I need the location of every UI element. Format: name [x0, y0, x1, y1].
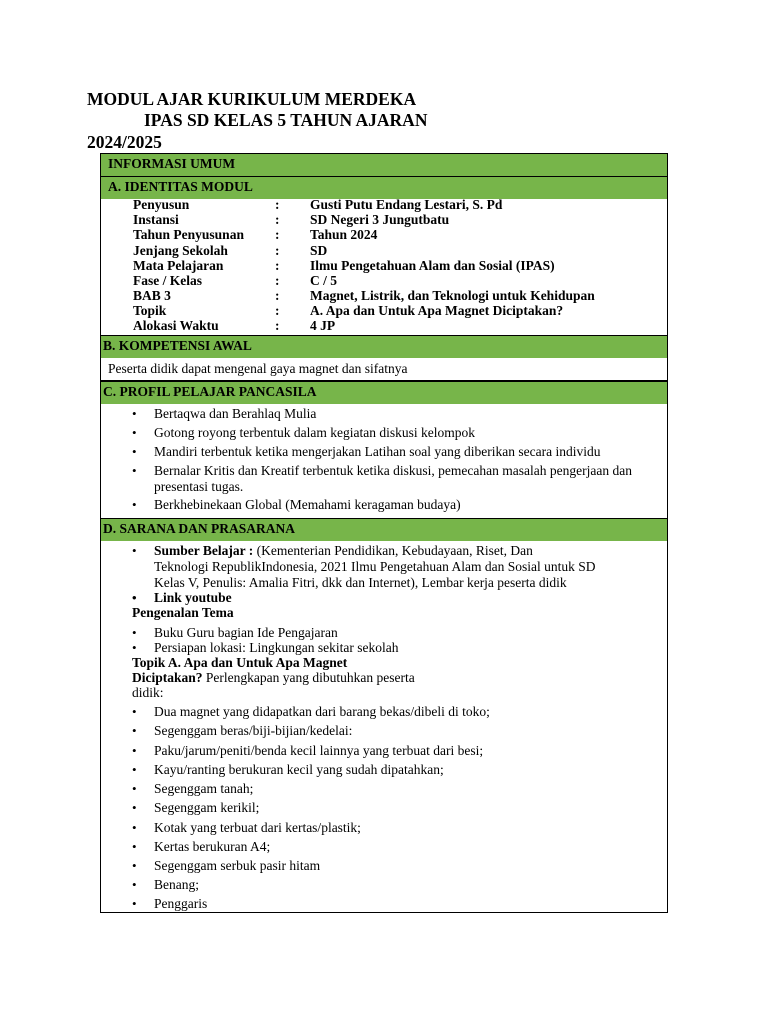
- list-item: • Gotong royong terbentuk dalam kegiatan diskusi kelompok: [154, 425, 475, 441]
- list-item: • Benang;: [154, 877, 199, 893]
- kompetensi-awal-text: Peserta didik dapat mengenal gaya magnet dan sifatnya: [100, 358, 668, 381]
- identitas-label: Tahun Penyusunan: [133, 227, 244, 242]
- list-item: • Segenggam serbuk pasir hitam: [154, 858, 320, 874]
- identitas-label: Mata Pelajaran: [133, 258, 224, 273]
- identitas-value: Magnet, Listrik, dan Teknologi untuk Kehidupan: [310, 288, 595, 303]
- identitas-colon: :: [275, 227, 280, 242]
- identitas-colon: :: [275, 258, 280, 273]
- identitas-label: Jenjang Sekolah: [133, 243, 228, 258]
- list-item: • Bernalar Kritis dan Kreatif terbentuk ketika diskusi, pemecahan masalah pengerjaan dan: [154, 463, 632, 479]
- list-item: • Berkhebinekaan Global (Memahami keragaman budaya): [154, 497, 461, 513]
- sumber-belajar-text-line: Teknologi RepublikIndonesia, 2021 Ilmu Pengetahuan Alam dan Sosial untuk SD: [154, 559, 596, 574]
- identitas-value: Gusti Putu Endang Lestari, S. Pd: [310, 197, 503, 212]
- identitas-value: 4 JP: [310, 318, 336, 333]
- identitas-colon: :: [275, 197, 280, 212]
- list-item: • Segenggam beras/biji-bijian/kedelai:: [154, 723, 352, 739]
- sarana-prasarana-content: [100, 541, 668, 913]
- pengenalan-tema-heading: Pengenalan Tema: [132, 605, 234, 620]
- section-header-informasi-umum: INFORMASI UMUM: [100, 153, 668, 177]
- topik-heading-line-2: [132, 670, 415, 685]
- identitas-colon: :: [275, 318, 280, 333]
- list-item: • Segenggam tanah;: [154, 781, 253, 797]
- identitas-colon: :: [275, 303, 280, 318]
- document-title-line-1: MODUL AJAR KURIKULUM MERDEKA: [87, 89, 417, 109]
- identitas-colon: :: [275, 288, 280, 303]
- list-item: • Mandiri terbentuk ketika mengerjakan Latihan soal yang diberikan secara individu: [154, 444, 600, 460]
- list-item: • Kayu/ranting berukuran kecil yang sudah dipatahkan;: [154, 762, 444, 778]
- document-title-line-3: 2024/2025: [87, 132, 162, 152]
- topik-heading-bold: Diciptakan?: [132, 670, 203, 685]
- sumber-belajar-text: (Kementerian Pendidikan, Kebudayaan, Riset, Dan: [253, 543, 533, 558]
- profil-pelajar-list: [100, 404, 668, 519]
- list-item: • Bertaqwa dan Berahlaq Mulia: [154, 406, 316, 422]
- identitas-colon: :: [275, 273, 280, 288]
- identitas-colon: :: [275, 243, 280, 258]
- identitas-value: SD: [310, 243, 328, 258]
- section-header-sarana-prasarana: D. SARANA DAN PRASARANA: [100, 518, 668, 542]
- list-item-link-youtube: • Link youtube: [154, 590, 232, 606]
- list-item: • Kertas berukuran A4;: [154, 839, 270, 855]
- identitas-label: Penyusun: [133, 197, 190, 212]
- list-item: • Dua magnet yang didapatkan dari barang bekas/dibeli di toko;: [154, 704, 490, 720]
- sumber-belajar-text-line: Kelas V, Penulis: Amalia Fitri, dkk dan Internet), Lembar kerja peserta didik: [154, 575, 567, 590]
- list-item: • Paku/jarum/peniti/benda kecil lainnya yang terbuat dari besi;: [154, 743, 483, 759]
- topik-heading: Topik A. Apa dan Untuk Apa Magnet: [132, 655, 348, 670]
- topik-text-line-3: didik:: [132, 685, 164, 700]
- sumber-belajar-label: Sumber Belajar :: [154, 543, 254, 558]
- list-item: • Persiapan lokasi: Lingkungan sekitar sekolah: [154, 640, 398, 656]
- identitas-table: [100, 199, 668, 336]
- list-item: • Kotak yang terbuat dari kertas/plastik;: [154, 820, 361, 836]
- identitas-value: SD Negeri 3 Jungutbatu: [310, 212, 450, 227]
- identitas-label: BAB 3: [133, 288, 171, 303]
- identitas-label: Topik: [133, 303, 167, 318]
- identitas-value: Ilmu Pengetahuan Alam dan Sosial (IPAS): [310, 258, 555, 273]
- identitas-value: Tahun 2024: [310, 227, 378, 242]
- identitas-label: Fase / Kelas: [133, 273, 202, 288]
- list-item-sumber-belajar: [154, 543, 533, 559]
- identitas-colon: :: [275, 212, 280, 227]
- list-item: • Penggaris: [154, 896, 207, 912]
- identitas-label: Alokasi Waktu: [133, 318, 219, 333]
- document-title-line-2: IPAS SD KELAS 5 TAHUN AJARAN: [144, 110, 428, 130]
- section-header-kompetensi-awal: B. KOMPETENSI AWAL: [100, 335, 668, 359]
- identitas-value: C / 5: [310, 273, 337, 288]
- list-item: • Segenggam kerikil;: [154, 800, 259, 816]
- list-item-continuation: presentasi tugas.: [154, 479, 244, 494]
- list-item: • Buku Guru bagian Ide Pengajaran: [154, 625, 338, 641]
- identitas-value: A. Apa dan Untuk Apa Magnet Diciptakan?: [310, 303, 564, 318]
- identitas-label: Instansi: [133, 212, 179, 227]
- section-header-profil-pelajar: C. PROFIL PELAJAR PANCASILA: [100, 381, 668, 405]
- topik-text: Perlengkapan yang dibutuhkan peserta: [202, 670, 415, 685]
- section-header-identitas-modul: A. IDENTITAS MODUL: [100, 176, 668, 200]
